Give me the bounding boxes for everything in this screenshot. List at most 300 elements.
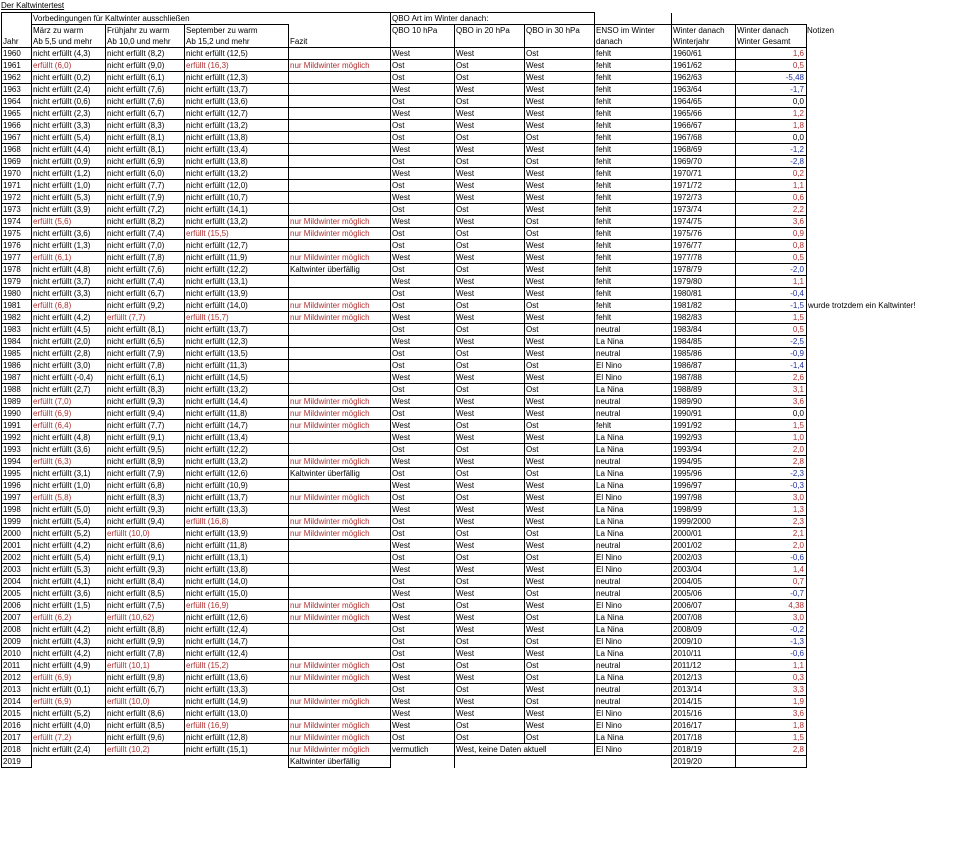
total-cell: -1,4 [736,360,807,372]
qbo10-cell: West [391,696,455,708]
spring-cell: nicht erfüllt (9,2) [106,300,185,312]
year-cell: 1973 [2,204,32,216]
enso-cell: La Nina [595,516,672,528]
spring-cell: nicht erfüllt (7,8) [106,648,185,660]
header-fazit-top [289,25,391,37]
spring-cell: erfüllt (10,2) [106,744,185,756]
qbo10-cell: Ost [391,288,455,300]
qbo20-cell: Ost [455,420,525,432]
qbo10-cell: Ost [391,180,455,192]
year-cell: 1965 [2,108,32,120]
march-cell: nicht erfüllt (4,5) [32,324,106,336]
winter-cell: 1996/97 [672,480,736,492]
total-cell: 0,0 [736,96,807,108]
qbo10-cell: Ost [391,96,455,108]
sept-cell: nicht erfüllt (13,2) [185,384,289,396]
enso-cell: neutral [595,408,672,420]
fazit-cell [289,540,391,552]
fazit-cell [289,576,391,588]
year-cell: 1986 [2,360,32,372]
qbo30-cell: West [525,144,595,156]
fazit-cell: nur Mildwinter möglich [289,300,391,312]
qbo10-cell: Ost [391,72,455,84]
qbo30-cell: West [525,408,595,420]
total-cell: 0,0 [736,132,807,144]
enso-cell: fehlt [595,420,672,432]
sept-cell: nicht erfüllt (13,7) [185,84,289,96]
spring-cell: nicht erfüllt (7,6) [106,264,185,276]
sept-cell: nicht erfüllt (12,3) [185,336,289,348]
fazit-cell [289,276,391,288]
qbo30-cell: West [525,252,595,264]
table-row [2,600,807,612]
sept-cell: nicht erfüllt (13,7) [185,492,289,504]
sept-cell: nicht erfüllt (14,7) [185,420,289,432]
fazit-cell: Kaltwinter überfällig [289,756,391,768]
qbo20-cell: Ost [455,228,525,240]
qbo30-cell: Ost [525,612,595,624]
year-cell: 1994 [2,456,32,468]
year-cell: 2015 [2,708,32,720]
total-cell: 3,6 [736,216,807,228]
qbo10-cell: Ost [391,492,455,504]
sept-cell: nicht erfüllt (14,0) [185,576,289,588]
qbo10-cell: Ost [391,228,455,240]
qbo10-cell: West [391,336,455,348]
winter-cell: 1999/2000 [672,516,736,528]
qbo20-cell: West [455,396,525,408]
qbo20-cell: Ost [455,204,525,216]
march-cell: erfüllt (7,2) [32,732,106,744]
table-row [2,648,807,660]
qbo20-cell [455,756,525,768]
qbo20-cell: West [455,504,525,516]
total-cell: -0,6 [736,648,807,660]
winter-cell: 1965/66 [672,108,736,120]
qbo20-cell: West [455,84,525,96]
qbo30-cell: West [525,708,595,720]
qbo30-cell: West [525,720,595,732]
total-cell: -0,3 [736,480,807,492]
total-cell: 1,3 [736,504,807,516]
spring-cell: nicht erfüllt (8,3) [106,384,185,396]
qbo10-cell: West [391,708,455,720]
winter-cell: 1993/94 [672,444,736,456]
fazit-cell [289,240,391,252]
year-cell: 2004 [2,576,32,588]
qbo20-cell: Ost [455,636,525,648]
year-cell: 1983 [2,324,32,336]
sept-cell: erfüllt (16,9) [185,600,289,612]
table-row [2,324,807,336]
qbo20-cell: Ost [455,300,525,312]
qbo20-cell: Ost [455,240,525,252]
total-cell: 1,6 [736,48,807,60]
sept-cell: nicht erfüllt (12,8) [185,732,289,744]
table-row [2,468,807,480]
spring-cell: nicht erfüllt (7,4) [106,276,185,288]
spring-cell: nicht erfüllt (6,7) [106,108,185,120]
header-march-threshold: Ab 5,5 und mehr [32,36,106,48]
qbo30-cell: Ost [525,552,595,564]
qbo10-cell: West [391,456,455,468]
fazit-cell [289,72,391,84]
header-blank [2,25,32,37]
enso-cell: neutral [595,684,672,696]
winter-cell: 2017/18 [672,732,736,744]
year-cell: 1999 [2,516,32,528]
enso-cell: La Nina [595,444,672,456]
enso-cell: fehlt [595,240,672,252]
fazit-cell: nur Mildwinter möglich [289,312,391,324]
fazit-cell [289,564,391,576]
qbo30-cell: West [525,540,595,552]
march-cell: erfüllt (6,4) [32,420,106,432]
march-cell: nicht erfüllt (5,3) [32,564,106,576]
sept-cell: nicht erfüllt (12,6) [185,468,289,480]
table-row [2,744,807,756]
qbo30-cell: West [525,624,595,636]
total-cell: 2,0 [736,444,807,456]
year-cell: 2003 [2,564,32,576]
winter-cell: 1988/89 [672,384,736,396]
total-cell: 1,0 [736,432,807,444]
march-cell: nicht erfüllt (4,0) [32,720,106,732]
qbo20-cell: West [455,312,525,324]
spring-cell: nicht erfüllt (7,0) [106,240,185,252]
winter-cell: 1989/90 [672,396,736,408]
march-cell: nicht erfüllt (4,8) [32,264,106,276]
table-row [2,300,807,312]
winter-cell: 1984/85 [672,336,736,348]
qbo30-cell: West [525,432,595,444]
qbo20-cell: Ost [455,264,525,276]
qbo30-cell: Ost [525,588,595,600]
header-sept-threshold: Ab 15,2 und mehr [185,36,289,48]
qbo10-cell: Ost [391,264,455,276]
march-cell: nicht erfüllt (4,2) [32,540,106,552]
spring-cell: nicht erfüllt (9,4) [106,408,185,420]
sept-cell: nicht erfüllt (11,3) [185,360,289,372]
qbo10-cell: West [391,168,455,180]
enso-cell: neutral [595,348,672,360]
sept-cell: nicht erfüllt (12,5) [185,48,289,60]
enso-cell: La Nina [595,672,672,684]
qbo20-cell: West [455,336,525,348]
fazit-cell: nur Mildwinter möglich [289,732,391,744]
qbo20-cell: West [455,624,525,636]
table-row [2,192,807,204]
winter-cell: 1974/75 [672,216,736,228]
year-cell: 2008 [2,624,32,636]
header-winter: Winter danach [672,25,736,37]
total-cell: 0,5 [736,324,807,336]
year-cell: 1982 [2,312,32,324]
qbo10-cell: Ost [391,624,455,636]
total-cell: 0,5 [736,252,807,264]
march-cell: nicht erfüllt (2,4) [32,744,106,756]
winter-cell: 1967/68 [672,132,736,144]
enso-cell: El Nino [595,372,672,384]
qbo20-cell: Ost [455,600,525,612]
qbo20-cell: Ost [455,684,525,696]
table-row [2,492,807,504]
sept-cell [185,756,289,768]
sept-cell: erfüllt (15,7) [185,312,289,324]
march-cell: nicht erfüllt (2,3) [32,108,106,120]
qbo10-cell: West [391,480,455,492]
enso-cell: fehlt [595,204,672,216]
table-row [2,84,807,96]
qbo10-cell: Ost [391,444,455,456]
qbo10-cell: West [391,84,455,96]
qbo30-cell: West [525,480,595,492]
year-cell: 2013 [2,684,32,696]
table-row [2,180,807,192]
sept-cell: nicht erfüllt (13,8) [185,156,289,168]
year-cell: 2011 [2,660,32,672]
qbo20-cell: West [455,180,525,192]
enso-cell: La Nina [595,612,672,624]
fazit-cell: Kaltwinter überfällig [289,468,391,480]
table-row [2,552,807,564]
spring-cell: nicht erfüllt (6,1) [106,72,185,84]
fazit-cell: nur Mildwinter möglich [289,456,391,468]
year-cell: 2001 [2,540,32,552]
fazit-cell [289,432,391,444]
enso-cell: La Nina [595,432,672,444]
winter-cell: 1968/69 [672,144,736,156]
winter-cell: 1981/82 [672,300,736,312]
enso-cell: neutral [595,588,672,600]
sept-cell: nicht erfüllt (15,1) [185,744,289,756]
table-row [2,264,807,276]
total-cell: 0,3 [736,672,807,684]
qbo20-cell: West [455,276,525,288]
qbo30-cell: West [525,264,595,276]
qbo20-cell: West [455,696,525,708]
spring-cell: nicht erfüllt (8,2) [106,216,185,228]
total-cell: 0,7 [736,576,807,588]
header-blank [525,36,595,48]
fazit-cell: nur Mildwinter möglich [289,696,391,708]
winter-cell: 2006/07 [672,600,736,612]
spring-cell: nicht erfüllt (7,5) [106,600,185,612]
spring-cell: nicht erfüllt (9,3) [106,396,185,408]
total-cell: 2,1 [736,528,807,540]
qbo10-cell: Ost [391,120,455,132]
total-cell: -1,7 [736,84,807,96]
spring-cell: nicht erfüllt (9,3) [106,564,185,576]
year-cell: 2002 [2,552,32,564]
qbo30-cell: West [525,576,595,588]
header-spring-threshold: Ab 10,0 und mehr [106,36,185,48]
qbo30-cell: West [525,204,595,216]
winter-cell: 1973/74 [672,204,736,216]
total-cell: 0,5 [736,60,807,72]
year-cell: 1984 [2,336,32,348]
march-cell: nicht erfüllt (1,2) [32,168,106,180]
qbo20-cell: Ost [455,720,525,732]
enso-cell: neutral [595,660,672,672]
winter-cell: 1985/86 [672,348,736,360]
year-cell: 2009 [2,636,32,648]
qbo20-cell: West [455,168,525,180]
winter-cell: 1986/87 [672,360,736,372]
header-qbo10: QBO 10 hPa [391,25,455,37]
fazit-cell [289,108,391,120]
qbo20-cell: Ost [455,60,525,72]
kaltwinter-table [1,12,807,768]
march-cell: nicht erfüllt (0,9) [32,156,106,168]
table-row [2,408,807,420]
year-cell: 1966 [2,120,32,132]
year-cell: 1991 [2,420,32,432]
winter-cell: 1977/78 [672,252,736,264]
qbo20-cell: West [455,612,525,624]
qbo10-cell: West [391,144,455,156]
qbo10-cell: West [391,420,455,432]
year-cell: 1989 [2,396,32,408]
qbo10-cell: West [391,276,455,288]
enso-cell: fehlt [595,300,672,312]
table-row [2,312,807,324]
qbo20-cell: West [455,216,525,228]
total-cell: 1,1 [736,660,807,672]
march-cell: erfüllt (6,2) [32,612,106,624]
table-row [2,156,807,168]
spring-cell: nicht erfüllt (7,6) [106,96,185,108]
qbo30-cell: West [525,372,595,384]
table-row [2,504,807,516]
qbo20-cell: Ost [455,324,525,336]
enso-cell: La Nina [595,624,672,636]
total-cell: 1,9 [736,696,807,708]
sept-cell: nicht erfüllt (12,0) [185,180,289,192]
total-cell: -1,3 [736,636,807,648]
qbo20-cell: West [455,588,525,600]
year-cell: 2016 [2,720,32,732]
winter-cell: 2011/12 [672,660,736,672]
sept-cell: nicht erfüllt (15,0) [185,588,289,600]
qbo20-cell: West [455,108,525,120]
enso-cell: fehlt [595,84,672,96]
table-row [2,684,807,696]
qbo10-cell: Ost [391,684,455,696]
enso-cell: neutral [595,396,672,408]
table-row [2,708,807,720]
header-blank [736,13,807,25]
total-cell: 1,8 [736,720,807,732]
enso-cell: fehlt [595,120,672,132]
march-cell: nicht erfüllt (1,0) [32,480,106,492]
qbo30-cell: West [525,348,595,360]
march-cell: erfüllt (6,9) [32,408,106,420]
winter-cell: 1992/93 [672,432,736,444]
table-row [2,636,807,648]
total-cell: 3,1 [736,384,807,396]
spring-cell: nicht erfüllt (9,4) [106,516,185,528]
table-row [2,444,807,456]
fazit-cell: nur Mildwinter möglich [289,660,391,672]
fazit-cell [289,132,391,144]
qbo10-cell: West [391,396,455,408]
march-cell: nicht erfüllt (4,3) [32,636,106,648]
enso-cell: fehlt [595,60,672,72]
spring-cell: erfüllt (10,0) [106,528,185,540]
sept-cell: nicht erfüllt (12,7) [185,108,289,120]
table-row [2,432,807,444]
winter-cell: 1980/81 [672,288,736,300]
march-cell: nicht erfüllt (3,6) [32,444,106,456]
sept-cell: erfüllt (16,9) [185,720,289,732]
qbo30-cell: West [525,96,595,108]
year-cell: 1971 [2,180,32,192]
winter-cell: 2013/14 [672,684,736,696]
spring-cell: nicht erfüllt (6,9) [106,156,185,168]
winter-cell: 2002/03 [672,552,736,564]
fazit-cell [289,480,391,492]
qbo20-cell: West [455,372,525,384]
qbo20-cell: West [455,432,525,444]
march-cell: nicht erfüllt (2,8) [32,348,106,360]
table-row [2,588,807,600]
table-row [2,240,807,252]
note-text: wurde trotzdem ein Kaltwinter! [808,300,916,310]
march-cell: erfüllt (6,0) [32,60,106,72]
table-row [2,576,807,588]
year-cell: 2012 [2,672,32,684]
total-cell: 2,2 [736,204,807,216]
winter-cell: 1961/62 [672,60,736,72]
fazit-cell [289,372,391,384]
table-row [2,132,807,144]
total-cell: 3,6 [736,708,807,720]
qbo20-cell: Ost [455,576,525,588]
sept-cell: nicht erfüllt (10,7) [185,192,289,204]
header-fazit: Fazit [289,36,391,48]
qbo10-cell: Ost [391,360,455,372]
winter-cell: 2012/13 [672,672,736,684]
fazit-cell: nur Mildwinter möglich [289,492,391,504]
table-row [2,72,807,84]
total-cell: 1,1 [736,180,807,192]
sept-cell: nicht erfüllt (13,9) [185,288,289,300]
table-row [2,360,807,372]
winter-cell: 2015/16 [672,708,736,720]
enso-cell: fehlt [595,144,672,156]
qbo10-cell: Ost [391,300,455,312]
table-row [2,276,807,288]
sept-cell: nicht erfüllt (12,4) [185,624,289,636]
qbo10-cell: Ost [391,468,455,480]
sept-cell: nicht erfüllt (13,9) [185,528,289,540]
enso-cell: fehlt [595,132,672,144]
spring-cell: nicht erfüllt (6,0) [106,168,185,180]
qbo30-cell: West [525,120,595,132]
total-cell: -0,4 [736,288,807,300]
qbo20-cell: West [455,564,525,576]
qbo10-cell: West [391,252,455,264]
year-cell: 2014 [2,696,32,708]
winter-cell: 2016/17 [672,720,736,732]
table-row [2,540,807,552]
total-cell: 1,2 [736,108,807,120]
spring-cell: erfüllt (10,0) [106,696,185,708]
qbo30-cell: West [525,516,595,528]
qbo30-cell: West [525,180,595,192]
spring-cell: nicht erfüllt (6,7) [106,288,185,300]
